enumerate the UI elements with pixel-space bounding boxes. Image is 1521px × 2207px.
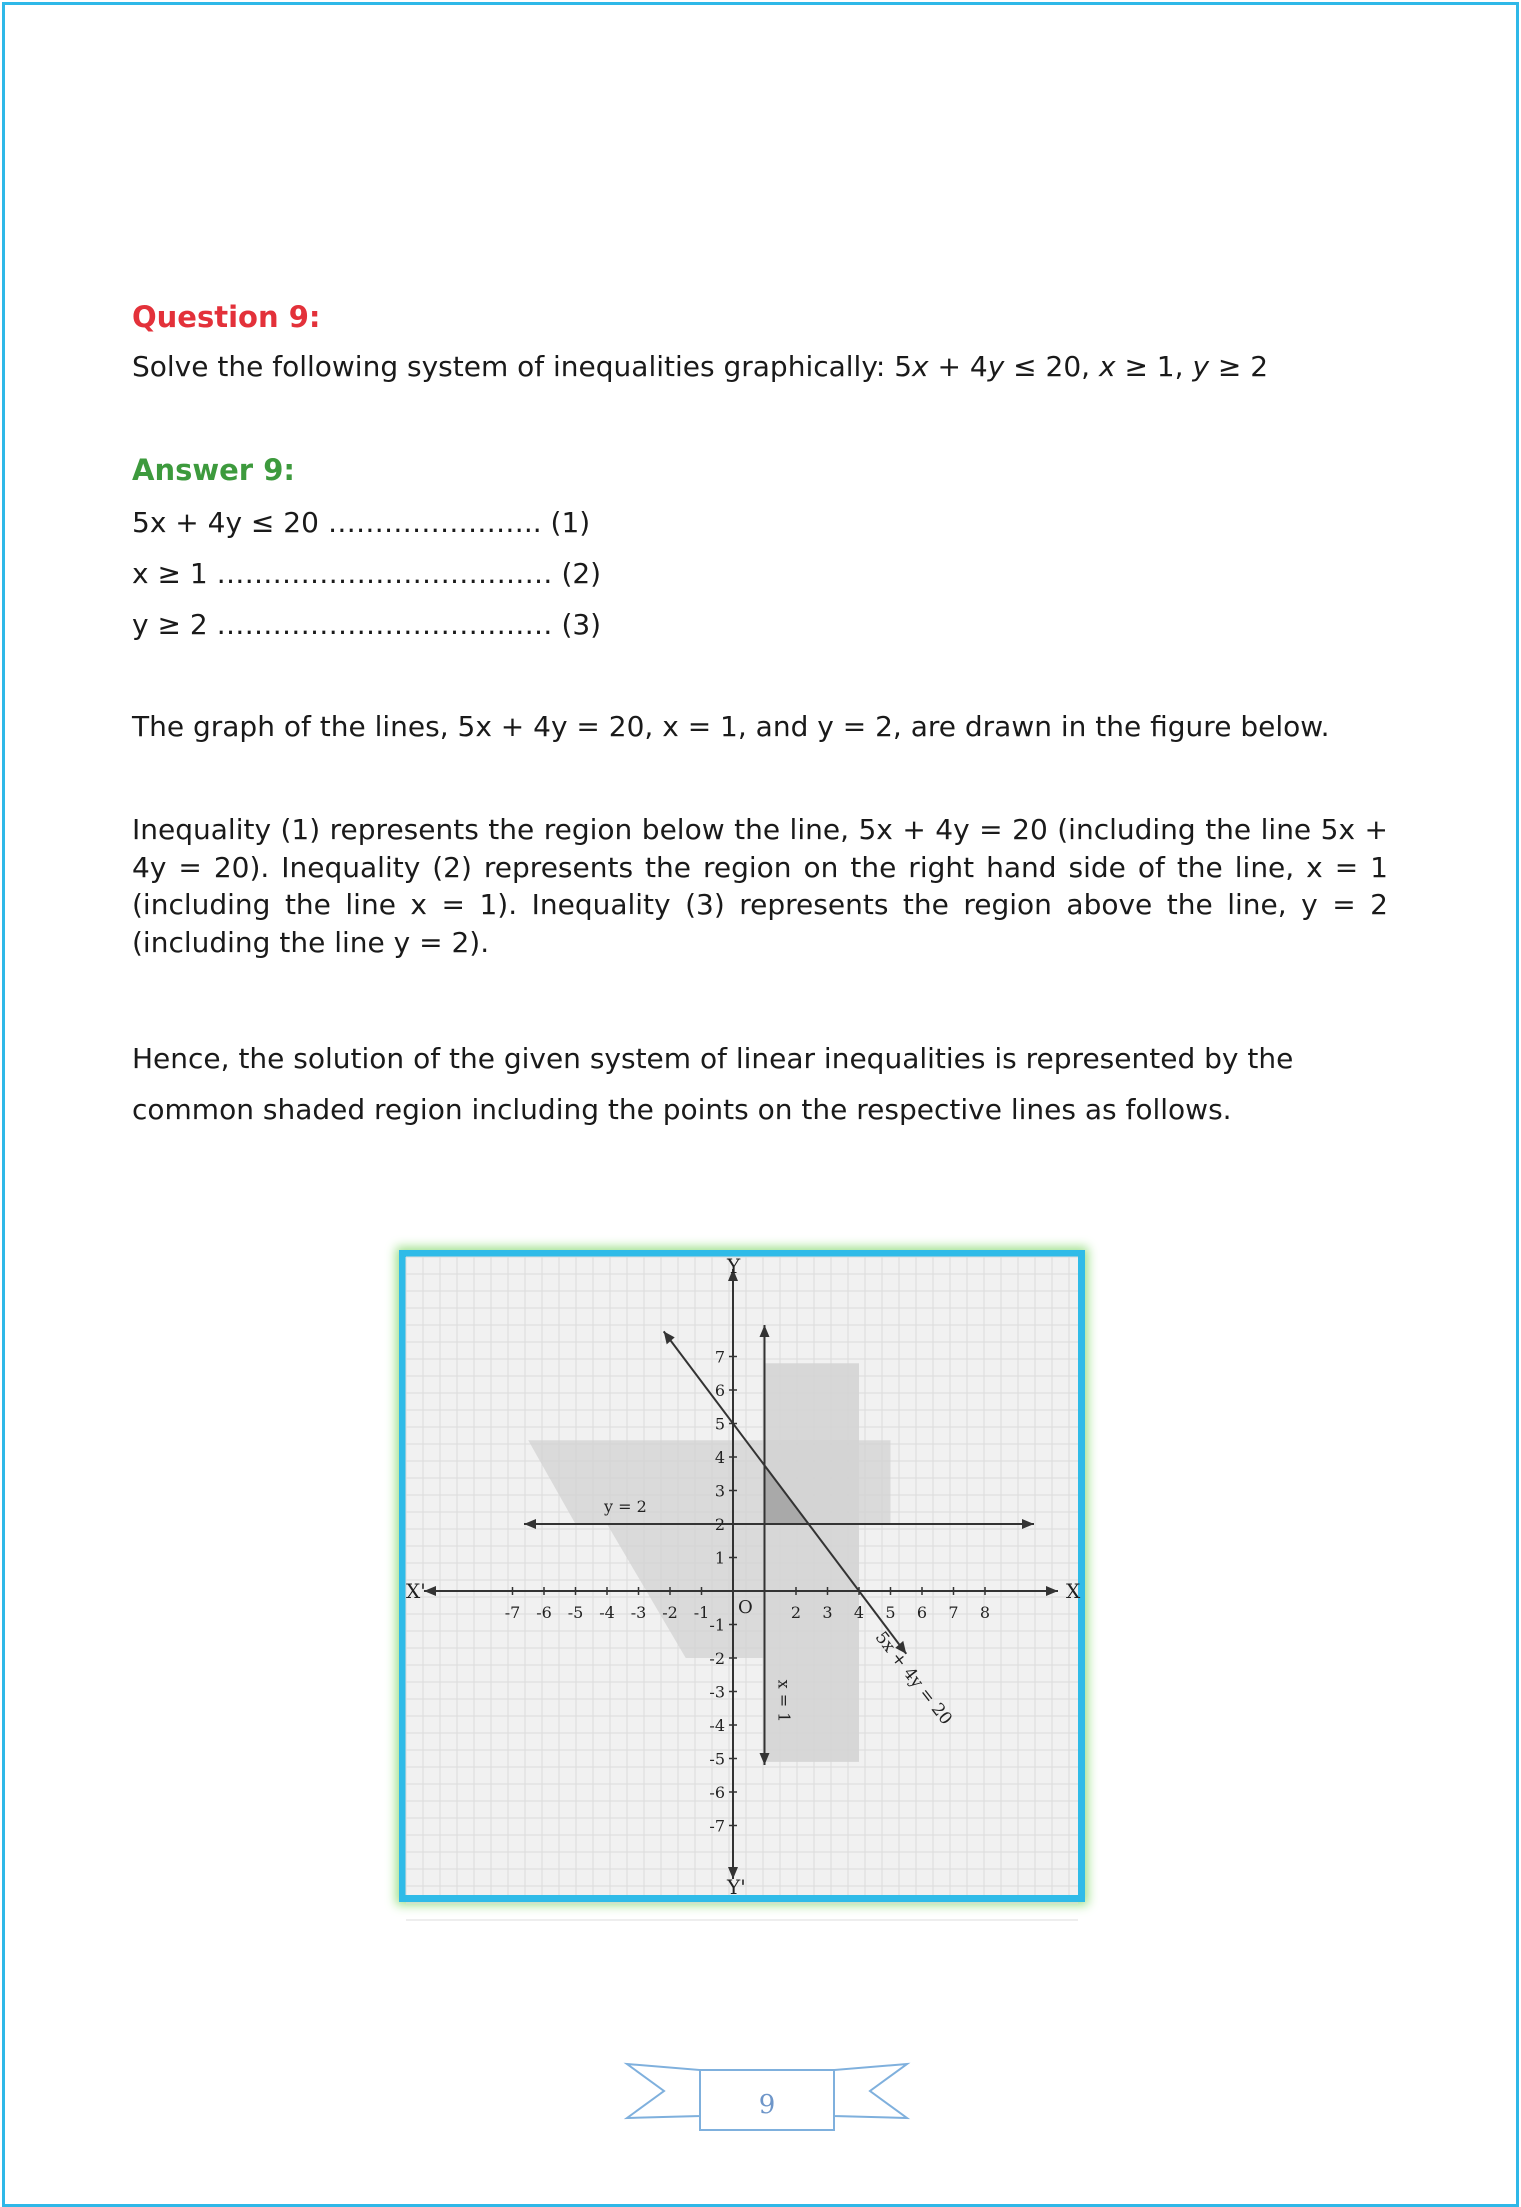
x-axis-label: X (1066, 1579, 1081, 1603)
y-tick-label: 5 (714, 1414, 725, 1434)
x-tick-label: -5 (567, 1603, 584, 1622)
origin-label: O (738, 1597, 753, 1618)
y-tick-label: -3 (709, 1682, 725, 1702)
y-tick-label: 3 (714, 1481, 725, 1501)
line-y2-label: y = 2 (604, 1497, 647, 1516)
line-x1-arrow-up (760, 1325, 770, 1337)
question-text-main: Solve the following system of inequalities graphically: 5x + 4y ≤ 20, x ≥ 1, y ≥ 2 (132, 350, 1269, 383)
y-tick-label: -5 (709, 1749, 725, 1769)
inequality-3: y ≥ 2 ……………………………… (3) (132, 608, 602, 641)
x-tick-label: 3 (822, 1603, 833, 1622)
y-tick-label: -7 (709, 1816, 725, 1836)
page-number: 9 (758, 2090, 776, 2120)
y-axis-neg-label: Y' (727, 1875, 746, 1899)
conclusion-line-1: Hence, the solution of the given system of linear inequalities is represented by the (132, 1042, 1294, 1075)
answer-heading: Answer 9: (132, 453, 295, 487)
line-5x-4y-20-label: 5x + 4y = 20 (870, 1627, 956, 1729)
inequality-2: x ≥ 1 ……………………………… (2) (132, 557, 602, 590)
line-y2-arrow-left (524, 1519, 536, 1529)
explanation-paragraph: Inequality (1) represents the region below the line, 5x + 4y = 20 (including the line 5x + 4y = 20). Inequality (2) represents the region on the right hand side of the line, x = 1 (including the line x = 1). Inequality (3) represents the region above the line, y = 2 (including the line y = 2). (132, 813, 1388, 959)
x-tick-label: -4 (599, 1603, 615, 1622)
graph-intro: The graph of the lines, 5x + 4y = 20, x = 1, and y = 2, are drawn in the figure below. (132, 710, 1330, 743)
inequality-1: 5x + 4y ≤ 20 ………………….. (1) (132, 506, 591, 539)
y-tick-label: -4 (709, 1716, 725, 1735)
question-heading: Question 9: (132, 300, 321, 334)
x-axis-neg-label: X' (406, 1579, 426, 1603)
line-x1-label: x = 1 (774, 1679, 794, 1723)
y-tick-label: 6 (714, 1381, 725, 1400)
x-tick-label: -3 (630, 1603, 647, 1622)
line-y2-arrow-right (1022, 1519, 1034, 1529)
x-tick-label: -1 (693, 1603, 710, 1622)
x-tick-label: 6 (916, 1603, 928, 1622)
y-axis-label: Y (727, 1254, 741, 1278)
x-tick-label: 2 (790, 1603, 802, 1622)
x-tick-label: 4 (853, 1603, 865, 1622)
x-tick-label: 8 (979, 1603, 991, 1622)
y-tick-label: 7 (714, 1347, 725, 1367)
x-tick-label: 5 (885, 1603, 896, 1622)
graph-svg (406, 1254, 1081, 1899)
y-tick-label: 2 (714, 1515, 725, 1534)
graph-figure (399, 1250, 1085, 1902)
question-text (132, 349, 1388, 385)
x-axis-neg-arrow (424, 1586, 436, 1596)
conclusion-line-2: common shaded region including the points on the respective lines as follows. (132, 1093, 1232, 1126)
y-tick-label: -1 (709, 1615, 725, 1635)
y-tick-label: 1 (714, 1548, 725, 1568)
x-tick-label: -2 (662, 1603, 678, 1622)
x-tick-label: -7 (504, 1603, 521, 1622)
y-tick-label: 4 (714, 1448, 725, 1467)
x-tick-label: 7 (948, 1603, 959, 1622)
x-tick-label: -6 (536, 1603, 552, 1622)
y-tick-label: -2 (709, 1649, 725, 1668)
y-tick-label: -6 (709, 1783, 725, 1802)
